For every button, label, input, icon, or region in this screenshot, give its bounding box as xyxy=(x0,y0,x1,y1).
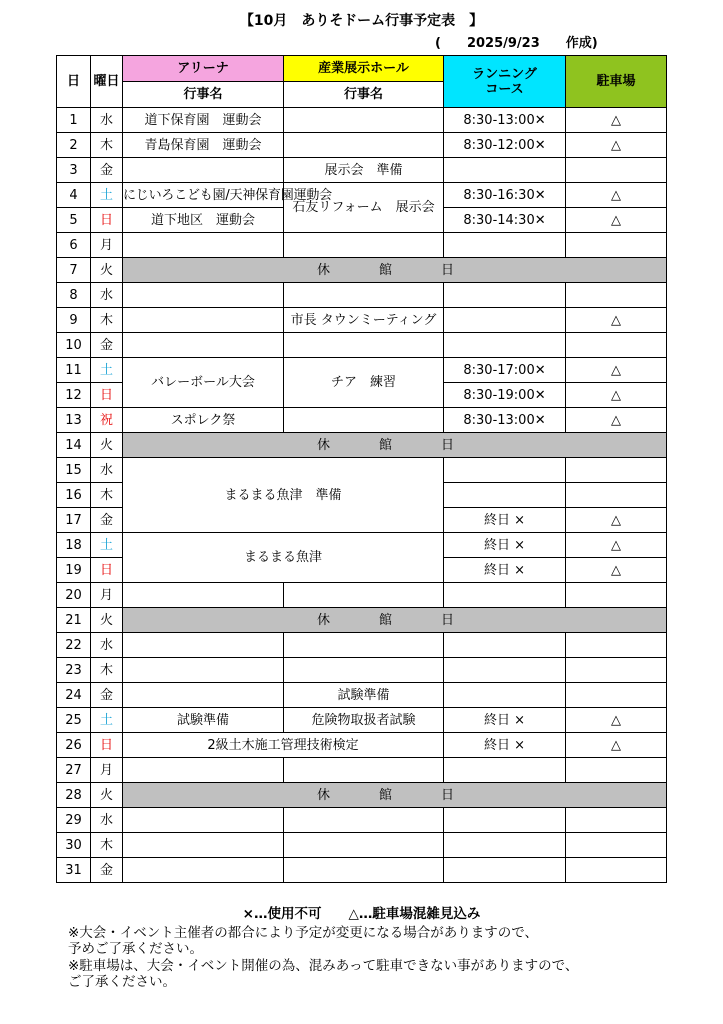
day-number: 24 xyxy=(57,683,91,708)
weekday: 祝 xyxy=(91,408,123,433)
weekday: 木 xyxy=(91,483,123,508)
hall-event: 市長 タウンミーティング xyxy=(284,308,444,333)
col-weekday-header: 曜日 xyxy=(91,56,123,108)
hall-event: 危険物取扱者試験 xyxy=(284,708,444,733)
col-hall-header: 産業展示ホール xyxy=(284,56,444,82)
running-status xyxy=(444,683,566,708)
weekday: 金 xyxy=(91,508,123,533)
arena-event xyxy=(123,583,284,608)
table-row xyxy=(57,583,667,608)
table-row xyxy=(57,108,667,133)
arena-event xyxy=(123,233,284,258)
table-row xyxy=(57,158,667,183)
day-number: 11 xyxy=(57,358,91,383)
weekday: 日 xyxy=(91,733,123,758)
running-status: 8:30-16:30✕ xyxy=(444,183,566,208)
arena-event: にじいろこども園/天神保育園運動会 xyxy=(123,183,284,208)
table-row xyxy=(57,458,667,483)
note-parking-cont: ご了承ください。 xyxy=(68,974,176,990)
day-number: 1 xyxy=(57,108,91,133)
parking-status: △ xyxy=(566,508,667,533)
parking-status: △ xyxy=(566,208,667,233)
arena-event xyxy=(123,333,284,358)
day-number: 31 xyxy=(57,858,91,883)
parking-status: △ xyxy=(566,183,667,208)
parking-status xyxy=(566,858,667,883)
arena-event: 道下保育園 運動会 xyxy=(123,108,284,133)
table-row xyxy=(57,283,667,308)
day-number: 14 xyxy=(57,433,91,458)
running-status xyxy=(444,583,566,608)
parking-status: △ xyxy=(566,733,667,758)
parking-status xyxy=(566,833,667,858)
day-number: 27 xyxy=(57,758,91,783)
arena-event xyxy=(123,658,284,683)
weekday: 水 xyxy=(91,458,123,483)
arena-event xyxy=(123,283,284,308)
col-arena-header: アリーナ xyxy=(123,56,284,82)
weekday: 木 xyxy=(91,833,123,858)
weekday: 金 xyxy=(91,858,123,883)
day-number: 26 xyxy=(57,733,91,758)
weekday: 日 xyxy=(91,383,123,408)
hall-event xyxy=(284,408,444,433)
weekday: 土 xyxy=(91,183,123,208)
table-row xyxy=(57,258,667,283)
hall-event: 石友リフォーム 展示会 xyxy=(284,183,444,233)
col-day-header: 日 xyxy=(57,56,91,108)
running-status xyxy=(444,758,566,783)
col-running-header xyxy=(444,56,566,108)
document-title: 【10月 ありそドーム行事予定表 】 xyxy=(239,13,484,29)
hall-event xyxy=(284,233,444,258)
day-number: 7 xyxy=(57,258,91,283)
hall-event xyxy=(284,133,444,158)
table-row xyxy=(57,858,667,883)
arena-event xyxy=(123,633,284,658)
weekday: 土 xyxy=(91,358,123,383)
arena-event: バレーボール大会 xyxy=(123,358,284,408)
parking-status: △ xyxy=(566,133,667,158)
running-status: 8:30-19:00✕ xyxy=(444,383,566,408)
running-status xyxy=(444,633,566,658)
running-header-label: ランニング コース xyxy=(472,66,537,97)
table-row xyxy=(57,683,667,708)
running-status xyxy=(444,308,566,333)
weekday: 金 xyxy=(91,158,123,183)
day-number: 8 xyxy=(57,283,91,308)
hall-event xyxy=(284,833,444,858)
weekday: 月 xyxy=(91,583,123,608)
hall-event: 試験準備 xyxy=(284,683,444,708)
note-schedule-change: ※大会・イベント主催者の都合により予定が変更になる場合がありますので、 xyxy=(68,924,539,941)
parking-status xyxy=(566,283,667,308)
parking-status xyxy=(566,233,667,258)
running-status: 8:30-14:30✕ xyxy=(444,208,566,233)
hall-event xyxy=(284,108,444,133)
hall-event xyxy=(284,758,444,783)
running-status: 終日 × xyxy=(444,533,566,558)
table-row xyxy=(57,358,667,383)
hall-event xyxy=(284,583,444,608)
parking-status xyxy=(566,458,667,483)
weekday: 月 xyxy=(91,758,123,783)
day-number: 9 xyxy=(57,308,91,333)
running-status xyxy=(444,858,566,883)
day-number: 12 xyxy=(57,383,91,408)
hall-event xyxy=(284,283,444,308)
closed-day-banner: 休 館 日 xyxy=(123,783,667,808)
running-status xyxy=(444,333,566,358)
table-row xyxy=(57,433,667,458)
running-status: 終日 × xyxy=(444,508,566,533)
note-schedule-change-cont: 予めご了承ください。 xyxy=(68,941,203,957)
parking-status: △ xyxy=(566,558,667,583)
notes-section xyxy=(68,906,708,991)
table-row xyxy=(57,833,667,858)
table-row xyxy=(57,183,667,208)
hall-event: 展示会 準備 xyxy=(284,158,444,183)
parking-status: △ xyxy=(566,533,667,558)
parking-status xyxy=(566,158,667,183)
running-status: 終日 × xyxy=(444,558,566,583)
weekday: 水 xyxy=(91,108,123,133)
arena-event: 試験準備 xyxy=(123,708,284,733)
arena-event xyxy=(123,758,284,783)
hall-event xyxy=(284,658,444,683)
closed-day-banner: 休 館 日 xyxy=(123,608,667,633)
created-date: ( 2025/9/23 作成) xyxy=(435,36,598,51)
table-row xyxy=(57,633,667,658)
arena-event xyxy=(123,858,284,883)
running-status: 8:30-17:00✕ xyxy=(444,358,566,383)
running-status: 終日 × xyxy=(444,733,566,758)
hall-event: チア 練習 xyxy=(284,358,444,408)
table-row xyxy=(57,758,667,783)
running-status: 8:30-13:00✕ xyxy=(444,108,566,133)
combined-event: まるまる魚津 準備 xyxy=(123,458,444,533)
weekday: 木 xyxy=(91,133,123,158)
parking-status: △ xyxy=(566,308,667,333)
running-status xyxy=(444,458,566,483)
day-number: 3 xyxy=(57,158,91,183)
arena-event xyxy=(123,808,284,833)
table-row xyxy=(57,233,667,258)
parking-status xyxy=(566,583,667,608)
weekday: 金 xyxy=(91,333,123,358)
parking-status xyxy=(566,483,667,508)
table-row xyxy=(57,533,667,558)
table-row xyxy=(57,808,667,833)
arena-event xyxy=(123,308,284,333)
day-number: 22 xyxy=(57,633,91,658)
running-status xyxy=(444,808,566,833)
day-number: 19 xyxy=(57,558,91,583)
arena-event xyxy=(123,833,284,858)
weekday: 日 xyxy=(91,208,123,233)
table-row xyxy=(57,658,667,683)
day-number: 30 xyxy=(57,833,91,858)
table-row xyxy=(57,308,667,333)
weekday: 水 xyxy=(91,283,123,308)
day-number: 5 xyxy=(57,208,91,233)
parking-status xyxy=(566,658,667,683)
weekday: 木 xyxy=(91,658,123,683)
running-status xyxy=(444,283,566,308)
arena-event: 道下地区 運動会 xyxy=(123,208,284,233)
combined-event: 2級土木施工管理技術検定 xyxy=(123,733,444,758)
day-number: 16 xyxy=(57,483,91,508)
day-number: 18 xyxy=(57,533,91,558)
running-status: 終日 × xyxy=(444,708,566,733)
day-number: 15 xyxy=(57,458,91,483)
parking-status xyxy=(566,808,667,833)
parking-status xyxy=(566,633,667,658)
weekday: 土 xyxy=(91,708,123,733)
col-hall-subheader: 行事名 xyxy=(284,82,444,108)
day-number: 25 xyxy=(57,708,91,733)
day-number: 4 xyxy=(57,183,91,208)
day-number: 29 xyxy=(57,808,91,833)
hall-event xyxy=(284,633,444,658)
arena-event: スポレク祭 xyxy=(123,408,284,433)
running-status xyxy=(444,658,566,683)
table-row xyxy=(57,708,667,733)
table-row xyxy=(57,783,667,808)
table-row xyxy=(57,333,667,358)
day-number: 17 xyxy=(57,508,91,533)
parking-status: △ xyxy=(566,383,667,408)
hall-event xyxy=(284,333,444,358)
weekday: 木 xyxy=(91,308,123,333)
hall-event xyxy=(284,808,444,833)
schedule-table xyxy=(56,55,667,883)
weekday: 月 xyxy=(91,233,123,258)
arena-event xyxy=(123,683,284,708)
parking-status: △ xyxy=(566,708,667,733)
day-number: 21 xyxy=(57,608,91,633)
parking-status: △ xyxy=(566,358,667,383)
parking-status: △ xyxy=(566,108,667,133)
parking-status xyxy=(566,333,667,358)
table-row xyxy=(57,408,667,433)
running-status: 8:30-12:00✕ xyxy=(444,133,566,158)
weekday: 日 xyxy=(91,558,123,583)
running-status: 8:30-13:00✕ xyxy=(444,408,566,433)
weekday: 火 xyxy=(91,258,123,283)
closed-day-banner: 休 館 日 xyxy=(123,433,667,458)
day-number: 28 xyxy=(57,783,91,808)
weekday: 水 xyxy=(91,633,123,658)
table-row xyxy=(57,133,667,158)
running-status xyxy=(444,483,566,508)
arena-event xyxy=(123,158,284,183)
weekday: 金 xyxy=(91,683,123,708)
running-status xyxy=(444,158,566,183)
day-number: 10 xyxy=(57,333,91,358)
weekday: 火 xyxy=(91,783,123,808)
running-status xyxy=(444,833,566,858)
col-parking-header: 駐車場 xyxy=(566,56,667,108)
parking-status xyxy=(566,683,667,708)
note-parking: ※駐車場は、大会・イベント開催の為、混みあって駐車できない事がありますので、 xyxy=(68,957,579,974)
weekday: 土 xyxy=(91,533,123,558)
header-row xyxy=(57,56,667,82)
closed-day-banner: 休 館 日 xyxy=(123,258,667,283)
arena-event: 青島保育園 運動会 xyxy=(123,133,284,158)
table-row xyxy=(57,733,667,758)
parking-status: △ xyxy=(566,408,667,433)
weekday: 水 xyxy=(91,808,123,833)
legend: ×…使用不可 △…駐車場混雑見込み xyxy=(242,906,481,922)
hall-event xyxy=(284,858,444,883)
parking-status xyxy=(566,758,667,783)
combined-event: まるまる魚津 xyxy=(123,533,444,583)
day-number: 20 xyxy=(57,583,91,608)
day-number: 23 xyxy=(57,658,91,683)
weekday: 火 xyxy=(91,433,123,458)
day-number: 13 xyxy=(57,408,91,433)
running-status xyxy=(444,233,566,258)
weekday: 火 xyxy=(91,608,123,633)
day-number: 2 xyxy=(57,133,91,158)
col-arena-subheader: 行事名 xyxy=(123,82,284,108)
day-number: 6 xyxy=(57,233,91,258)
table-row xyxy=(57,608,667,633)
